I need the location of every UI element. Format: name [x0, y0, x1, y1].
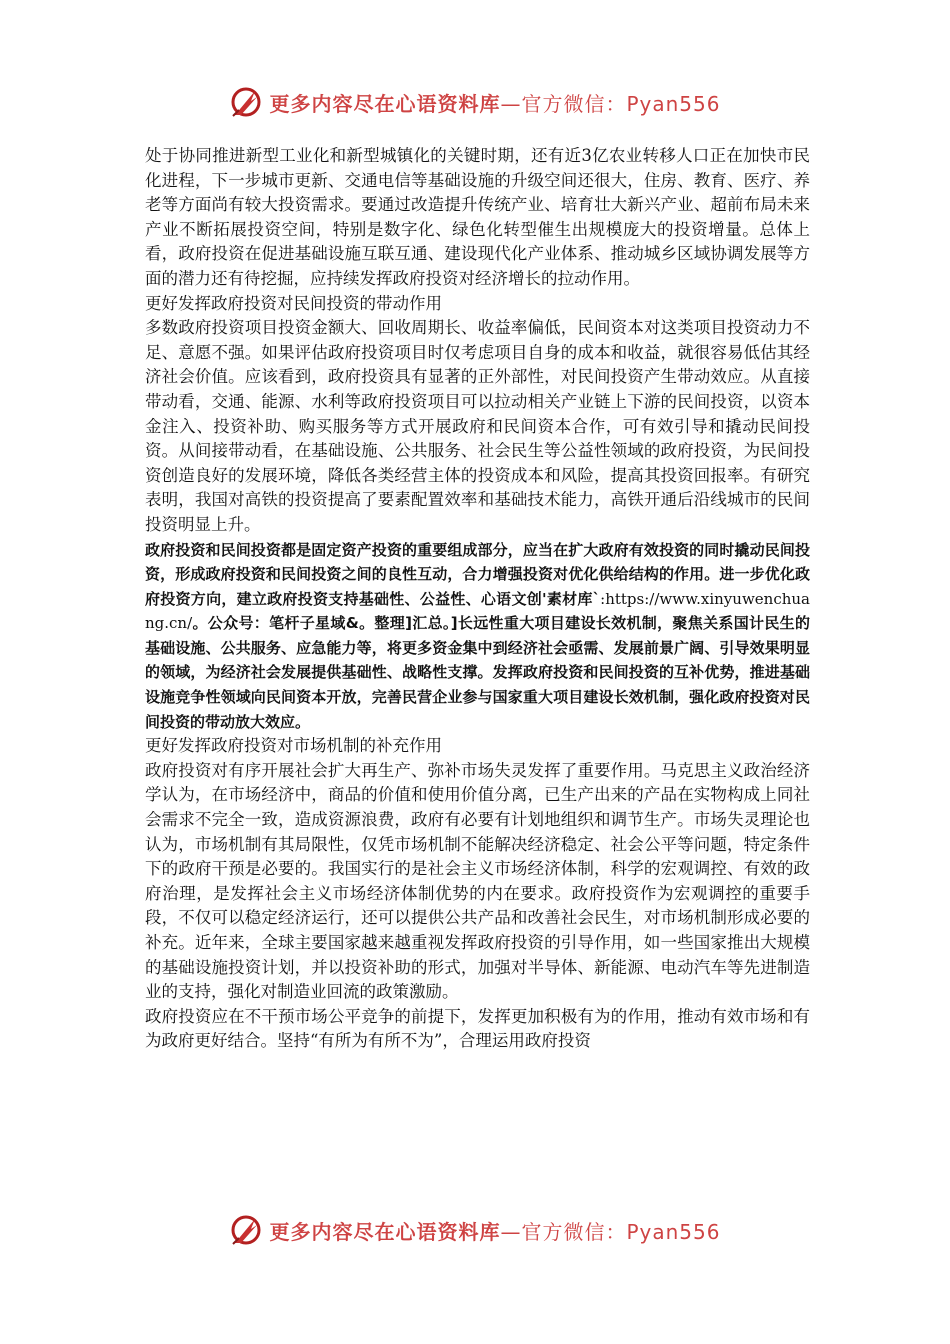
watermark-wechat-text: —官方微信：Pyan556 [500, 91, 721, 116]
section-heading-2: 更好发挥政府投资对市场机制的补充作用 [145, 736, 442, 756]
paragraph-2: 多数政府投资项目投资金额大、回收周期长、收益率偏低，民间资本对这类项目投资动力不足、意愿不强。如果评估政府投资项目时仅考虑项目自身的成本和收益，就很容易低估其经济社会价值。应该看到，政府投资具有显著的正外部性，对民间投资产生带动效应。从直接带动看，交通、能源、水利等政府投资项目可以拉动相关产业链上下游的民间投资，以资本金注入、投资补助、购买服务等方式开展政府和民间资本合作，可有效引导和撬动民间投资。从间接带动看，在基础设施、公共服务、社会民生等公益性领域的政府投资，为民间投资创造良好的发展环境，降低各类经营主体的投资成本和风险，提高其投资回报率。有研究表明，我国对高铁的投资提高了要素配置效率和基础技术能力，高铁开通后沿线城市的民间投资明显上升。 [145, 318, 810, 534]
watermark-main-text: 更多内容尽在心语资料库 [269, 91, 501, 116]
section-heading-1: 更好发挥政府投资对民间投资的带动作用 [145, 293, 442, 313]
paragraph-1: 处于协同推进新型工业化和新型城镇化的关键时期，还有近3亿农业转移人口正在加快市民化进程，下一步城市更新、交通电信等基础设施的升级空间还很大，住房、教育、医疗、养老等方面尚有较大投资需求。要通过改造提升传统产业、培育壮大新兴产业、超前布局未来产业不断拓展投资空间，特别是数字化、绿色化转型催生出规模庞大的投资增量。总体上看，政府投资在促进基础设施互联互通、建设现代化产业体系、推动城乡区域协调发展等方面的潜力还有待挖掘，应持续发挥政府投资对经济增长的拉动作用。 [145, 146, 810, 288]
source-url: :https://www.xinyuwenchuang.cn/ [145, 589, 810, 633]
watermark-main-text: 更多内容尽在心语资料库 [269, 1219, 501, 1244]
header-watermark [0, 82, 950, 122]
watermark-wechat-text: —官方微信：Pyan556 [500, 1219, 721, 1244]
quill-logo-icon [229, 85, 263, 119]
bold-text-part-1: 政府投资和民间投资都是固定资产投资的重要组成部分，应当在扩大政府有效投资的同时撬动民间投资，形成政府投资和民间投资之间的良性互动，合力增强投资对优化供给结构的作用。进一步优化政府投资方向，建立政府投资支持基础性、公益性、心语文创'素材库` [145, 540, 810, 608]
paragraph-3: 政府投资对有序开展社会扩大再生产、弥补市场失灵发挥了重要作用。马克思主义政治经济学认为，在市场经济中，商品的价值和使用价值分离，已生产出来的产品在实物构成上同社会需求不完全一致，造成资源浪费，政府有必要有计划地组织和调节生产。市场失灵理论也认为，市场机制有其局限性，仅凭市场机制不能解决经济稳定、社会公平等问题，特定条件下的政府干预是必要的。我国实行的是社会主义市场经济体制，科学的宏观调控、有效的政府治理，是发挥社会主义市场经济体制优势的内在要求。政府投资作为宏观调控的重要手段，不仅可以稳定经济运行，还可以提供公共产品和改善社会民生，对市场机制形成必要的补充。近年来，全球主要国家越来越重视发挥政府投资的引导作用，如一些国家推出大规模的基础设施投资计划，并以投资补助的形式，加强对半导体、新能源、电动汽车等先进制造业的支持，强化对制造业回流的政策激励。 [145, 760, 810, 1002]
document-body [145, 144, 810, 1054]
paragraph-4: 政府投资应在不干预市场公平竞争的前提下，发挥更加积极有为的作用，推动有效市场和有为政府更好结合。坚持“有所为有所不为”，合理运用政府投资 [145, 1006, 810, 1051]
footer-watermark [0, 1210, 950, 1250]
watermark-text [269, 88, 720, 117]
bold-paragraph [145, 538, 810, 735]
quill-logo-icon [229, 1213, 263, 1247]
watermark-text [269, 1216, 720, 1245]
bold-text-part-2: 。公众号：笔杆子星域&。整理]汇总。]长远性重大项目建设长效机制，聚焦关系国计民生的基础设施、公共服务、应急能力等，将更多资金集中到经济社会亟需、发展前景广阔、引导效果明显的领域，为经济社会发展提供基础性、战略性支撑。发挥政府投资和民间投资的互补优势，推进基础设施竞争性领域向民间资本开放，完善民营企业参与国家重大项目建设长效机制，强化政府投资对民间投资的带动放大效应。 [145, 614, 810, 731]
